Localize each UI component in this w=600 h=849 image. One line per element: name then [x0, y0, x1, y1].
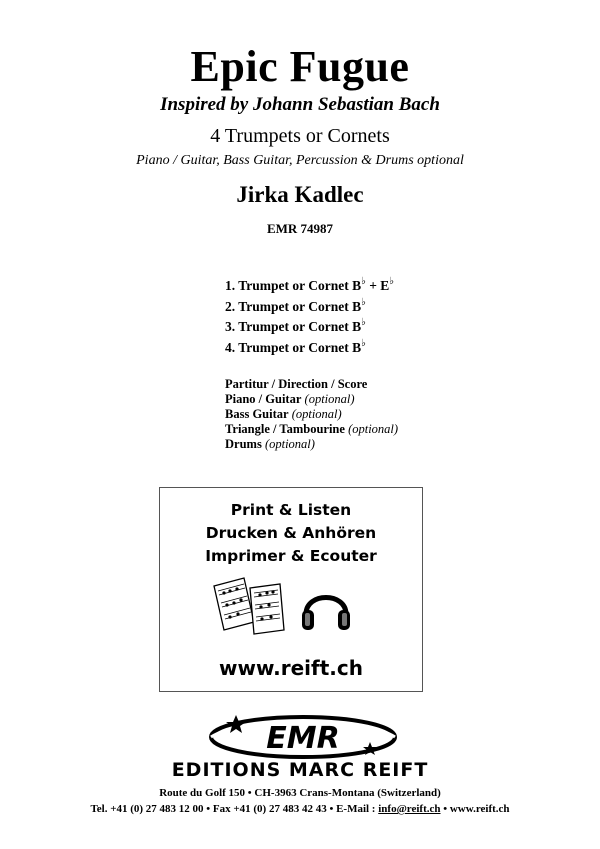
emr-logo [198, 712, 408, 762]
score-item: Drums (optional) [225, 437, 315, 451]
publisher-contact: Tel. +41 (0) 27 483 12 00 • Fax +41 (0) 27 483 42 43 • E-Mail : info@reift.ch • www.reift.ch [90, 803, 510, 815]
publisher-name: EDITIONS MARC REIFT [171, 759, 429, 781]
score-item: Piano / Guitar (optional) [225, 392, 355, 406]
promo-line-en: Print & Listen [230, 501, 352, 519]
subtitle: Inspired by Johann Sebastian Bach [160, 94, 440, 115]
score-item: Bass Guitar (optional) [225, 407, 342, 421]
part-item: 2. Trumpet or Cornet B♭ [225, 296, 366, 314]
website-url[interactable]: www.reift.ch [219, 656, 363, 680]
parts-list [225, 276, 394, 358]
title: Epic Fugue [190, 42, 410, 91]
promo-line-de: Drucken & Anhören [205, 524, 377, 542]
part-item: 4. Trumpet or Cornet B♭ [225, 337, 366, 355]
score-list [225, 377, 398, 452]
promo-line-fr: Imprimer & Ecouter [205, 547, 377, 565]
part-item: 3. Trumpet or Cornet B♭ [225, 317, 366, 334]
publisher-address: Route du Golf 150 • CH-3963 Crans-Montana (Switzerland) [159, 787, 441, 799]
optional-instruments: Piano / Guitar, Bass Guitar, Percussion & Drums optional [136, 153, 464, 168]
print-listen-box [159, 487, 423, 692]
score-item: Partitur / Direction / Score [225, 377, 368, 391]
composer: Jirka Kadlec [236, 182, 364, 207]
part-item: 1. Trumpet or Cornet B♭ + E♭ [225, 276, 395, 293]
email-link[interactable]: info@reift.ch [378, 803, 441, 815]
score-item: Triangle / Tambourine (optional) [225, 422, 399, 436]
sheet-music-icon [210, 576, 290, 638]
headphones-icon [300, 584, 352, 632]
svg-text:EMR: EMR [266, 721, 340, 756]
instrumentation: 4 Trumpets or Cornets [210, 125, 390, 147]
catalog-number: EMR 74987 [266, 221, 334, 236]
